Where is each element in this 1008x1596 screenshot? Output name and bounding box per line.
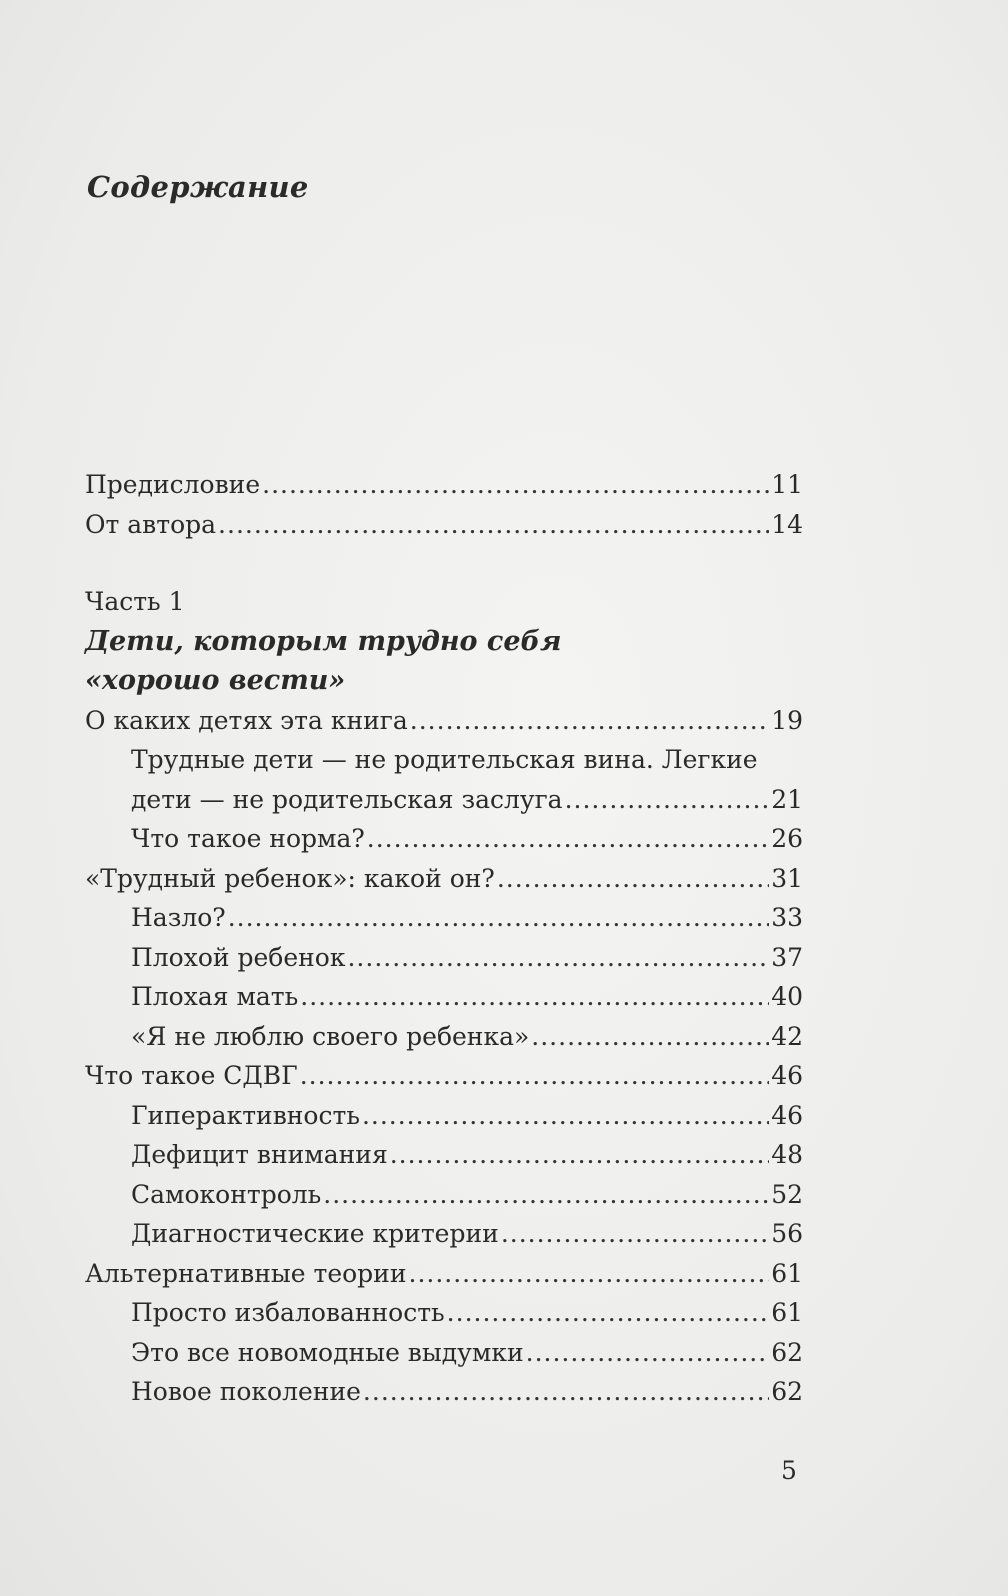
toc-entry-title: Плохая мать xyxy=(131,982,299,1011)
toc-entry-title: Это все новомодные выдумки xyxy=(131,1337,524,1367)
page-number: 5 xyxy=(781,1456,797,1485)
toc-subentry[interactable] xyxy=(85,938,803,978)
toc-entry-title: Альтернативные теории xyxy=(85,1258,407,1288)
leader-dots xyxy=(390,1135,769,1175)
table-of-contents xyxy=(85,465,803,1412)
toc-entry-title: Новое поколение xyxy=(131,1377,361,1406)
leader-dots xyxy=(363,1372,769,1412)
toc-entry-page: 19 xyxy=(771,705,803,735)
toc-entry[interactable] xyxy=(85,505,803,545)
toc-entry-title: Дефицит внимания xyxy=(131,1140,388,1169)
toc-entry-page: 61 xyxy=(771,1298,803,1327)
leader-dots xyxy=(262,465,769,505)
toc-subentry[interactable] xyxy=(85,780,803,820)
toc-subentry[interactable] xyxy=(85,977,803,1017)
toc-subentry[interactable] xyxy=(85,1214,803,1254)
toc-entry-page: 31 xyxy=(771,863,803,893)
toc-entry-title: Что такое СДВГ xyxy=(85,1061,298,1090)
toc-subentry[interactable] xyxy=(85,1096,803,1136)
toc-entry-page: 46 xyxy=(771,1061,803,1090)
leader-dots xyxy=(531,1017,769,1057)
toc-entry[interactable] xyxy=(85,1056,803,1096)
toc-entry-title: Гиперактивность xyxy=(131,1100,360,1130)
toc-entry[interactable] xyxy=(85,701,803,741)
leader-dots xyxy=(228,898,770,938)
toc-entry-page: 21 xyxy=(771,784,803,814)
toc-entry-page: 62 xyxy=(771,1337,803,1367)
leader-dots xyxy=(565,780,770,820)
toc-entry-title: Назло? xyxy=(131,903,226,932)
part-title-line-1: Дети, которым трудно себя xyxy=(85,625,562,657)
leader-dots xyxy=(218,505,769,545)
part-label: Часть 1 xyxy=(85,587,185,616)
leader-dots xyxy=(410,701,769,741)
toc-subentry[interactable] xyxy=(85,1135,803,1175)
leader-dots xyxy=(447,1293,770,1333)
toc-entry-title: Диагностические критерии xyxy=(131,1219,499,1248)
leader-dots xyxy=(347,938,769,978)
toc-entry-page: 56 xyxy=(771,1219,803,1248)
leader-dots xyxy=(323,1175,769,1215)
toc-entry-title: «Я не люблю своего ребенка» xyxy=(131,1021,530,1051)
leader-dots xyxy=(526,1333,770,1373)
toc-entry-page: 26 xyxy=(771,824,803,853)
toc-entry[interactable] xyxy=(85,465,803,505)
toc-entry-title: Самоконтроль xyxy=(131,1179,322,1209)
leader-dots xyxy=(367,819,769,859)
toc-subentry[interactable] xyxy=(85,1293,803,1333)
toc-entry-title: «Трудный ребенок»: какой он? xyxy=(85,863,495,893)
toc-entry-page: 62 xyxy=(771,1377,803,1406)
toc-entry-title: Просто избалованность xyxy=(131,1298,445,1327)
toc-entry-title: Что такое норма? xyxy=(131,824,365,853)
leader-dots xyxy=(300,1056,770,1096)
toc-subentry-title-line-1[interactable]: Трудные дети — не родительская вина. Легкие xyxy=(131,745,758,774)
toc-entry-page: 61 xyxy=(771,1258,803,1288)
leader-dots xyxy=(300,977,769,1017)
toc-entry-page: 14 xyxy=(771,509,803,539)
toc-entry-title: Предисловие xyxy=(85,470,261,499)
toc-entry[interactable] xyxy=(85,1254,803,1294)
toc-entry-title: О каких детях эта книга xyxy=(85,705,408,735)
toc-entry-title: От автора xyxy=(85,509,217,539)
leader-dots xyxy=(362,1096,769,1136)
toc-subentry[interactable] xyxy=(85,1017,803,1057)
toc-entry[interactable] xyxy=(85,859,803,899)
leader-dots xyxy=(497,859,769,899)
toc-entry-page: 11 xyxy=(771,470,803,499)
toc-entry-page: 33 xyxy=(771,903,803,932)
toc-subentry[interactable] xyxy=(85,819,803,859)
toc-entry-page: 46 xyxy=(771,1100,803,1130)
toc-entry-title: Плохой ребенок xyxy=(131,942,346,972)
toc-entry-title: дети — не родительская заслуга xyxy=(131,784,563,814)
toc-entry-page: 48 xyxy=(771,1140,803,1169)
toc-subentry[interactable] xyxy=(85,1333,803,1373)
toc-subentry[interactable] xyxy=(85,1175,803,1215)
toc-entry-page: 40 xyxy=(771,982,803,1011)
toc-entry-page: 52 xyxy=(771,1179,803,1209)
toc-subentry[interactable] xyxy=(85,1372,803,1412)
toc-subentry[interactable] xyxy=(85,898,803,938)
toc-heading: Содержание xyxy=(87,170,309,204)
toc-entry-page: 37 xyxy=(771,942,803,972)
leader-dots xyxy=(501,1214,769,1254)
part-title-line-2: «хорошо вести» xyxy=(85,665,346,696)
leader-dots xyxy=(409,1254,770,1294)
toc-entry-page: 42 xyxy=(771,1021,803,1051)
